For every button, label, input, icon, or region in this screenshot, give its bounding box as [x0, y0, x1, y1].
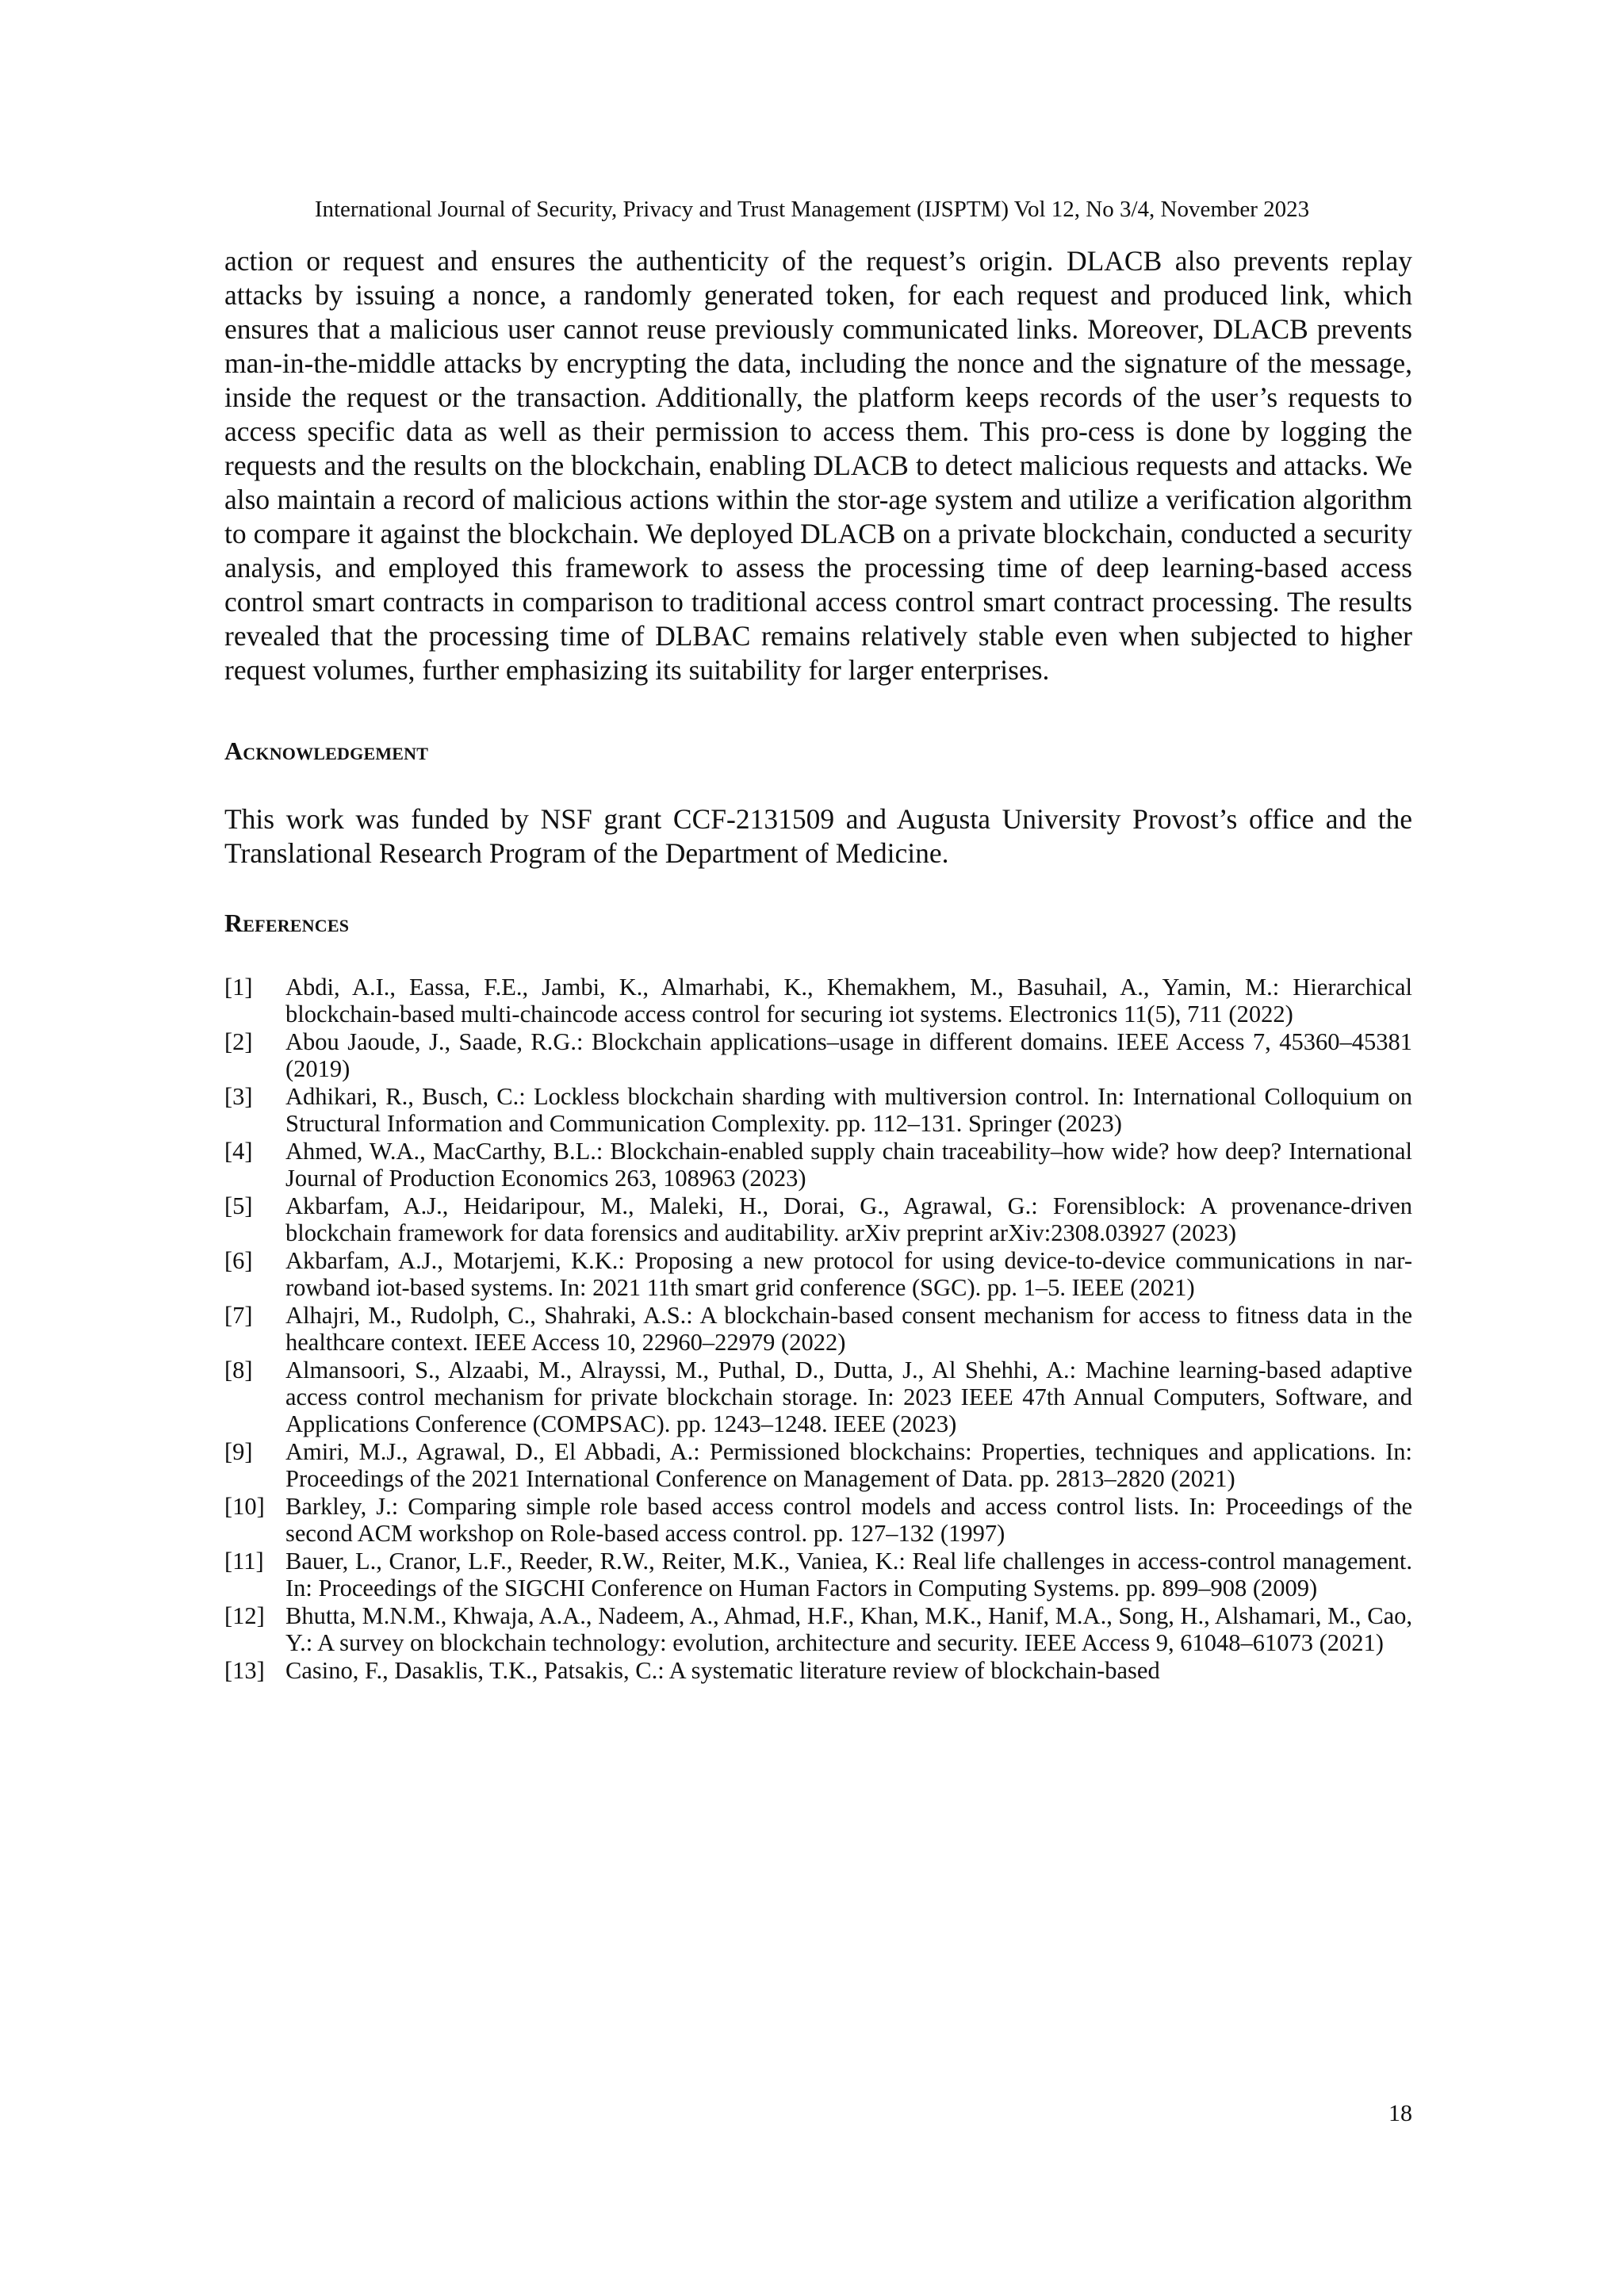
page-number: 18: [1388, 2100, 1412, 2126]
reference-item: [224, 1657, 1412, 1684]
reference-text: Casino, F., Dasaklis, T.K., Patsakis, C.: A systematic literature review of blockchain-based: [285, 1657, 1160, 1684]
reference-number: [7]: [224, 1302, 253, 1329]
reference-number: [8]: [224, 1357, 253, 1383]
reference-item: [224, 1192, 1412, 1246]
reference-number: [1]: [224, 974, 253, 1001]
reference-item: [224, 1247, 1412, 1301]
reference-text: Abou Jaoude, J., Saade, R.G.: Blockchain applications–usage in different domains. IEEE Access 7, 45360–45381 (2019): [285, 1028, 1412, 1082]
acknowledgement-heading: Acknowledgement: [224, 737, 429, 765]
reference-number: [9]: [224, 1438, 253, 1465]
reference-item: [224, 1438, 1412, 1492]
reference-number: [4]: [224, 1138, 253, 1165]
reference-text: Adhikari, R., Busch, C.: Lockless blockchain sharding with multiversion control. In: International Colloquium on Structural Information and Communication Complexity. pp. 112–131. Springer (2023): [285, 1083, 1412, 1137]
reference-text: Almansoori, S., Alzaabi, M., Alrayssi, M., Puthal, D., Dutta, J., Al Shehhi, A.: Machine learning-based adaptive access control mechanism for private blockchain storage. In: 2023 IEEE 47th Annual Computers, Software, and Applications Conference (COMPSAC). pp. 1243–1248. IEEE (2023): [285, 1357, 1412, 1437]
acknowledgement-text: This work was funded by NSF grant CCF-2131509 and Augusta University Provost’s office and the Translational Research Program of the Department of Medicine.: [224, 803, 1412, 869]
reference-number: [12]: [224, 1602, 265, 1629]
reference-text: Amiri, M.J., Agrawal, D., El Abbadi, A.: Permissioned blockchains: Properties, techniques and applications. In: Proceedings of the 2021 International Conference on Management of Data. pp. 2813–2820 (2021): [285, 1438, 1412, 1492]
running-header: International Journal of Security, Privacy and Trust Management (IJSPTM) Vol 12, No 3/4, November 2023: [314, 197, 1310, 222]
reference-text: Akbarfam, A.J., Motarjemi, K.K.: Proposing a new protocol for using device-to-device communications in nar- rowband iot-based systems. In: 2021 11th smart grid conference (SGC). pp. 1–5. IEEE (2021): [285, 1247, 1412, 1301]
reference-list: [224, 974, 1412, 1684]
conclusion-paragraph: action or request and ensures the authenticity of the request’s origin. DLACB also prevents replay attacks by issuing a nonce, a randomly generated token, for each request and produced link, which ensures that a malicious user cannot reuse previously communicated links. Moreover, DLACB prevents man-in-the-middle attacks by encrypting the data, including the nonce and the signature of the message, inside the request or the transaction. Additionally, the platform keeps records of the user’s requests to access specific data as well as their permission to access them. This pro-cess is done by logging the requests and the results on the blockchain, enabling DLACB to detect malicious requests and attacks. We also maintain a record of malicious actions within the stor-age system and utilize a verification algorithm to compare it against the blockchain. We deployed DLACB on a private blockchain, conducted a security analysis, and employed this framework to assess the processing time of deep learning-based access control smart contracts in comparison to traditional access control smart contract processing. The results revealed that the processing time of DLBAC remains relatively stable even when subjected to higher request volumes, further emphasizing its suitability for larger enterprises.: [224, 245, 1412, 686]
page-content: [224, 244, 1412, 1685]
reference-text: Bauer, L., Cranor, L.F., Reeder, R.W., Reiter, M.K., Vaniea, K.: Real life challenges in access-control management. In: Proceedings of the SIGCHI Conference on Human Factors in Computing Systems. pp. 899–908 (2009): [285, 1548, 1412, 1601]
reference-number: [5]: [224, 1192, 253, 1219]
reference-number: [2]: [224, 1028, 253, 1055]
reference-number: [11]: [224, 1548, 264, 1575]
reference-number: [13]: [224, 1657, 265, 1684]
reference-number: [6]: [224, 1247, 253, 1274]
reference-item: [224, 1138, 1412, 1192]
reference-text: Ahmed, W.A., MacCarthy, B.L.: Blockchain-enabled supply chain traceability–how wide? how deep? International Journal of Production Economics 263, 108963 (2023): [285, 1138, 1412, 1192]
reference-item: [224, 1493, 1412, 1547]
reference-text: Abdi, A.I., Eassa, F.E., Jambi, K., Almarhabi, K., Khemakhem, M., Basuhail, A., Yamin, M.: Hierarchical blockchain-based multi-chaincode access control for securing iot systems. Electronics 11(5), 711 (2022): [285, 974, 1412, 1027]
references-heading: References: [224, 909, 350, 937]
reference-item: [224, 1083, 1412, 1137]
reference-item: [224, 1302, 1412, 1356]
reference-text: Akbarfam, A.J., Heidaripour, M., Maleki, H., Dorai, G., Agrawal, G.: Forensiblock: A provenance-driven blockchain framework for data forensics and auditability. arXiv preprint arXiv:2308.03927 (2023): [285, 1192, 1412, 1246]
reference-item: [224, 1602, 1412, 1656]
reference-item: [224, 1028, 1412, 1082]
reference-number: [3]: [224, 1083, 253, 1110]
reference-item: [224, 974, 1412, 1027]
reference-text: Bhutta, M.N.M., Khwaja, A.A., Nadeem, A., Ahmad, H.F., Khan, M.K., Hanif, M.A., Song, H., Alshamari, M., Cao, Y.: A survey on blockchain technology: evolution, architecture and security. IEEE Access 9, 61048–61073 (2021): [285, 1602, 1412, 1656]
reference-number: [10]: [224, 1493, 265, 1520]
reference-item: [224, 1357, 1412, 1437]
reference-text: Alhajri, M., Rudolph, C., Shahraki, A.S.: A blockchain-based consent mechanism for access to fitness data in the healthcare context. IEEE Access 10, 22960–22979 (2022): [285, 1302, 1412, 1356]
reference-text: Barkley, J.: Comparing simple role based access control models and access control lists. In: Proceedings of the second ACM workshop on Role-based access control. pp. 127–132 (1997): [285, 1493, 1412, 1547]
reference-item: [224, 1548, 1412, 1601]
